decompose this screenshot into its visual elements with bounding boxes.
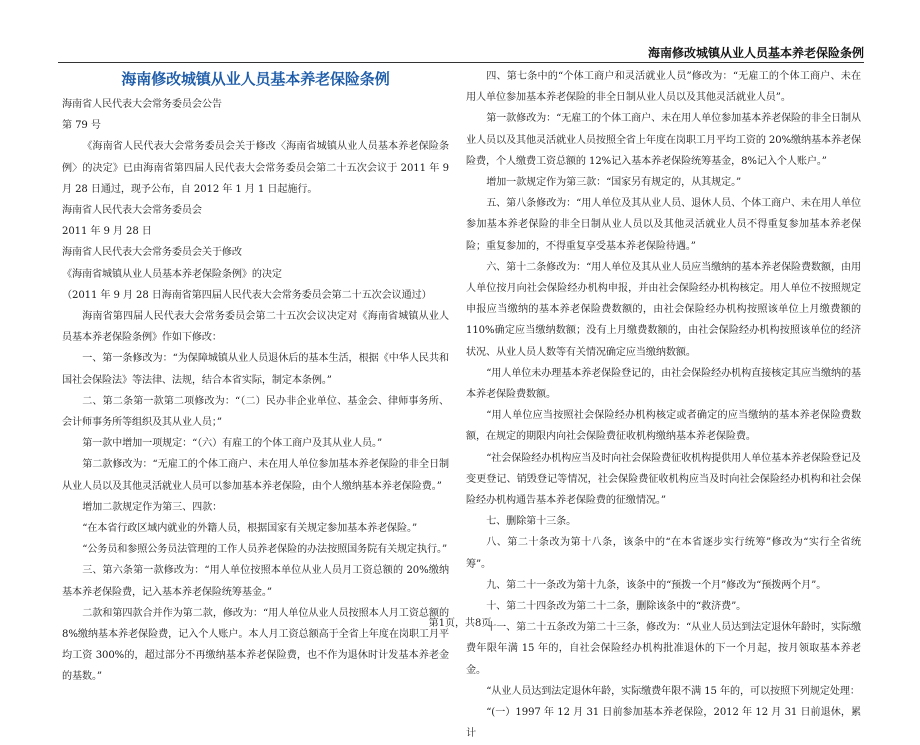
paragraph: 八、第二十条改为第十八条，该条中的“在本省逐步实行统筹”修改为“实行全省统筹”。 — [466, 537, 861, 570]
left-column-body — [62, 94, 449, 688]
paragraph: “用人单位未办理基本养老保险登记的，由社会保险经办机构直接核定其应当缴纳的基本养老保险费数额。 — [466, 367, 862, 401]
left-column — [62, 66, 449, 688]
paragraph: 增加一款规定作为第三款：“国家另有规定的，从其规定。” — [486, 177, 742, 189]
right-column — [466, 66, 861, 745]
paragraph: 四、第七条中的“个体工商户和灵活就业人员”修改为：“无雇工的个体工商户、未在用人单位参加基本养老保险的非全日制从业人员以及其他灵活就业人员”。 — [466, 71, 861, 104]
paragraph: 十、第二十四条改为第二十二条，删除该条中的“救济费”。 — [486, 601, 747, 613]
paragraph: 2011 年 9 月 28 日 — [62, 226, 152, 238]
paragraph: “社会保险经办机构应当及时向社会保险费征收机构提供用人单位基本养老保险登记及变更登记、销毁登记等情况，社会保险费征收机构应当及时向社会保险经办机构和社会保险经办机构通告基本养老保险费的征缴情况。” — [466, 452, 862, 507]
paragraph: 九、第二十一条改为第十九条，该条中的“预拨一个月”修改为“预拨两个月”。 — [486, 579, 827, 591]
paragraph: 《海南省城镇从业人员基本养老保险条例》的决定 — [62, 268, 282, 280]
paragraph: 海南省第四届人民代表大会常务委员会第二十五次会议决定对《海南省城镇从业人员基本养老保险条例》作如下修改： — [62, 311, 449, 344]
page-footer: 第1页，共8页 — [428, 618, 492, 629]
paragraph: 海南省人民代表大会常务委员会 — [62, 205, 202, 217]
paragraph: “用人单位应当按照社会保险经办机构核定或者确定的应当缴纳的基本养老保险费数额，在规定的期限内向社会保险费征收机构缴纳基本养老保险费。 — [466, 410, 861, 443]
paragraph: 第一款中增加一项规定：“（六）有雇工的个体工商户及其从业人员。” — [82, 438, 383, 450]
paragraph: 三、第六条第一款修改为：“用人单位按照本单位从业人员月工资总额的 20%缴纳基本养老保险费，记入基本养老保险统筹基金。” — [62, 565, 449, 598]
running-header-title: 海南修改城镇从业人员基本养老保险条例 — [647, 46, 864, 60]
paragraph: 十一、第二十五条改为第二十三条，修改为：“从业人员达到法定退休年龄时，实际缴费年限年满 15 年的，自社会保险经办机构批准退休的下一个月起，按月领取基本养老金。 — [466, 622, 862, 676]
paragraph: 二、第二条第一款第二项修改为：“（二）民办非企业单位、基金会、律师事务所、会计师事务所等组织及其从业人员；” — [62, 395, 449, 429]
paragraph: 第 79 号 — [62, 120, 101, 132]
paragraph: （2011 年 9 月 28 日海南省第四届人民代表大会常务委员会第二十五次会议通过） — [62, 289, 432, 301]
paragraph: “公务员和参照公务员法管理的工作人员养老保险的办法按照国务院有关规定执行。” — [82, 544, 448, 556]
paragraph: “从业人员达到法定退休年龄，实际缴费年限不满 15 年的，可以按照下列规定处理： — [486, 685, 860, 697]
paragraph: 海南省人民代表大会常务委员会公告 — [62, 99, 222, 110]
paragraph: 六、第十二条修改为：“用人单位及其从业人员应当缴纳的基本养老保险费数额，由用人单位按月向社会保险经办机构申报，并由社会保险经办机构核定。用人单位不按照规定申报应当缴纳的基本养老保险费数额的，由社会保险经办机构按照该单位上月缴费额的 110%确定应当缴纳数额；没有上月缴费数额的，由社会保险经办机构按照该单位的经济状况、从业人员人数等有关情况确定应当缴纳数额。 — [466, 261, 862, 358]
paragraph: 一、第一条修改为：“为保障城镇从业人员退休后的基本生活，根据《中华人民共和国社会保险法》等法律、法规，结合本省实际，制定本条例。” — [62, 353, 449, 386]
header-divider — [58, 62, 864, 63]
paragraph: 海南省人民代表大会常务委员会关于修改 — [62, 247, 242, 259]
right-column-body — [466, 66, 861, 745]
paragraph: “(一）1997 年 12 月 31 日前参加基本养老保险，2012 年 12 月 31 日前退休，累计 — [466, 707, 861, 740]
paragraph: 五、第八条修改为：“用人单位及其从业人员、退休人员、个体工商户、未在用人单位参加基本养老保险的非全日制从业人员以及其他灵活就业人员不得重复参加基本养老保险；重复参加的，不得重复享受基本养老保险待遇。” — [466, 198, 862, 252]
paragraph: 七、删除第十三条。 — [486, 516, 577, 528]
document-title: 海南修改城镇从业人员基本养老保险条例 — [121, 70, 390, 88]
paragraph: 增加二款规定作为第三、四款： — [82, 501, 223, 513]
paragraph: 第二款修改为：“无雇工的个体工商户、未在用人单位参加基本养老保险的非全日制从业人员以及其他灵活就业人员可以参加基本养老保险，由个人缴纳基本养老保险费。” — [62, 459, 449, 492]
paragraph: 第一款修改为：“无雇工的个体工商户、未在用人单位参加基本养老保险的非全日制从业人员以及其他灵活就业人员按照全省上年度在岗职工月平均工资的 20%缴纳基本养老保险费，个人缴费工资总额的 12%记入基本养老保险统筹基金，8%记入个人账户。” — [466, 113, 862, 167]
paragraph: 二款和第四款合并作为第二款，修改为：“用人单位从业人员按照本人月工资总额的 8%缴纳基本养老保险费，记入个人账户。本人月工资总额高于全省上年度在岗职工月平均工资 300%的，超过部分不再缴纳基本养老保险费，也不作为退休时计发基本养老金的基数。” — [62, 607, 449, 683]
paragraph: 《海南省人民代表大会常务委员会关于修改〈海南省城镇从业人员基本养老保险条例〉的决定》已由海南省第四届人民代表大会常务委员会第二十五次会议于 2011 年 9 月 28 日通过，现予公布，自 2012 年 1 月 1 日起施行。 — [62, 141, 449, 195]
paragraph: “在本省行政区域内就业的外籍人员，根据国家有关规定参加基本养老保险。” — [82, 523, 418, 535]
